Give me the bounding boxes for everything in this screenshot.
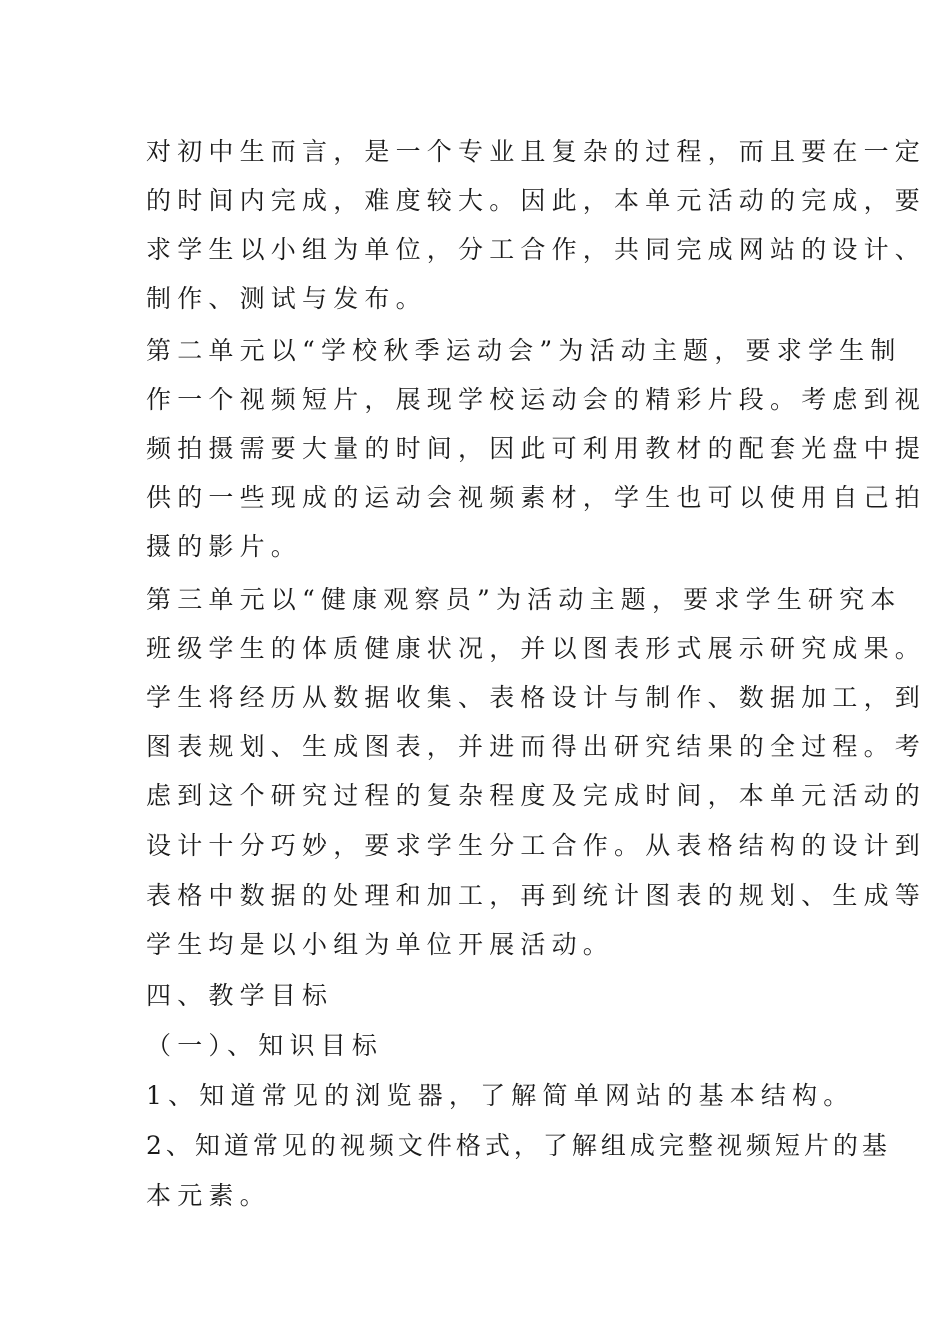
text-line: 1、知道常见的浏览器，了解简单网站的基本结构。 xyxy=(146,1081,855,1110)
text-line: 本元素。 xyxy=(146,1181,271,1210)
text-line: 摄的影片。 xyxy=(146,532,303,561)
text-line: 虑到这个研究过程的复杂程度及完成时间，本单元活动的 xyxy=(146,781,927,810)
text-line: 的时间内完成，难度较大。因此，本单元活动的完成，要 xyxy=(146,186,927,215)
text-line: 图表规划、生成图表，并进而得出研究结果的全过程。考 xyxy=(146,732,927,761)
text-line: 制作、测试与发布。 xyxy=(146,284,427,313)
subsection-heading: （一）、知识目标 xyxy=(146,1031,384,1060)
text-line: 第二单元以“学校秋季运动会”为活动主题，要求学生制 xyxy=(146,336,902,365)
text-line: 供的一些现成的运动会视频素材，学生也可以使用自己拍 xyxy=(146,483,927,512)
text-line: 对初中生而言，是一个专业且复杂的过程，而且要在一定 xyxy=(146,137,927,166)
text-line: 第三单元以“健康观察员”为活动主题，要求学生研究本 xyxy=(146,585,902,614)
text-line: 表格中数据的处理和加工，再到统计图表的规划、生成等 xyxy=(146,881,927,910)
text-line: 频拍摄需要大量的时间，因此可利用教材的配套光盘中提 xyxy=(146,434,927,463)
text-line: 设计十分巧妙，要求学生分工合作。从表格结构的设计到 xyxy=(146,831,927,860)
text-line: 2、知道常见的视频文件格式，了解组成完整视频短片的基 xyxy=(146,1131,891,1160)
text-line: 学生将经历从数据收集、表格设计与制作、数据加工，到 xyxy=(146,683,927,712)
text-line: 求学生以小组为单位，分工合作，共同完成网站的设计、 xyxy=(146,235,927,264)
section-heading: 四、教学目标 xyxy=(146,981,334,1010)
text-line: 学生均是以小组为单位开展活动。 xyxy=(146,930,615,959)
text-line: 作一个视频短片，展现学校运动会的精彩片段。考虑到视 xyxy=(146,385,927,414)
text-line: 班级学生的体质健康状况，并以图表形式展示研究成果。 xyxy=(146,634,927,663)
